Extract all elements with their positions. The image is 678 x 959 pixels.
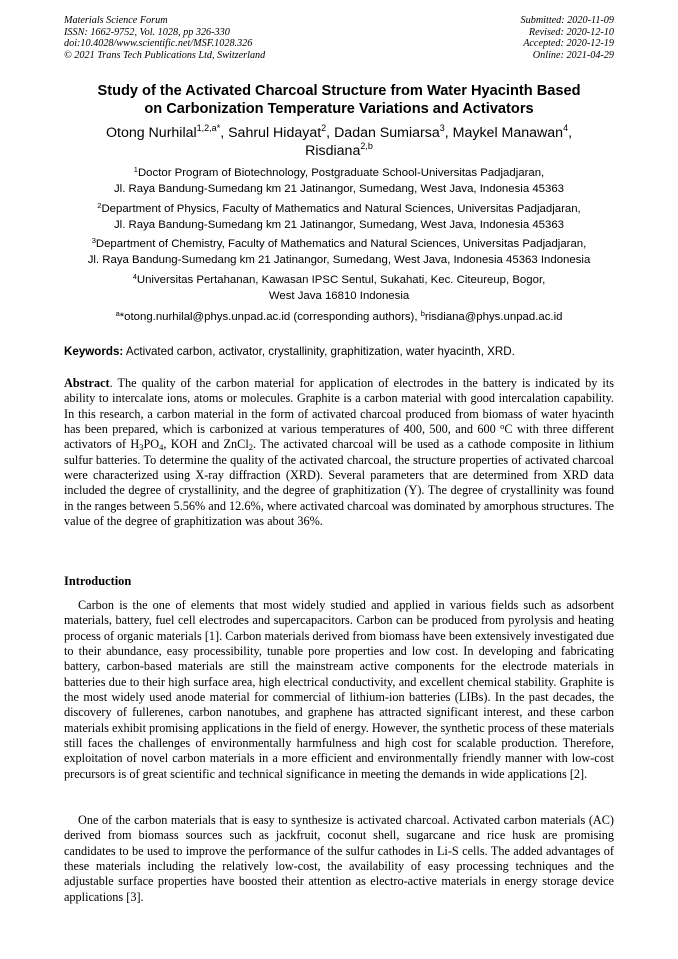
affiliation-line: Department of Physics, Faculty of Mathematics and Natural Sciences, Universitas Padjadjaran, <box>101 203 581 215</box>
abstract-text: C with three different activators of H <box>64 422 614 452</box>
author-separator: , <box>444 125 453 141</box>
introduction-heading: Introduction <box>64 574 132 588</box>
affiliation-line: Universitas Pertahanan, Kawasan IPSC Sentul, Sukahati, Kec. Citeureup, Bogor, <box>136 274 546 286</box>
affiliation-line: Jl. Raya Bandung-Sumedang km 21 Jatinangor, Sumedang, West Java, Indonesia 45363 <box>113 218 564 231</box>
keywords-label: Keywords: <box>64 345 124 358</box>
secondary-email: risdiana@phys.unpad.ac.id <box>424 311 563 323</box>
affiliation-line: West Java 16810 Indonesia <box>268 289 410 302</box>
affiliation-mark: 1 <box>133 165 138 174</box>
issn-line: ISSN: 1662-9752, Vol. 1028, pp 326-330 <box>64 26 230 38</box>
introduction-paragraph-2: One of the carbon materials that is easy to synthesize is activated charcoal. Activated carbon materials (AC) derived from biomass sources such as jackfruit, coconut shell, sugarcane and rice husk are promising candidates to be used to improve the performance of the sulfur cathodes in Li-S cells. The added advantages of these materials including the relatively low-cost, the availability of easy processing techniques and the adjustable surface properties have boosted their attention as electro-active materials in energy storage device applications [3]. <box>64 813 614 904</box>
email-mark: a <box>115 309 120 318</box>
author-affiliation-mark: 3 <box>439 123 445 133</box>
affiliation-3 <box>40 237 638 268</box>
affiliation-line: Department of Chemistry, Faculty of Mathematics and Natural Sciences, Universitas Padjadjaran, <box>95 238 587 250</box>
accepted-date: Accepted: 2020-12-19 <box>523 38 614 50</box>
title-line-1: Study of the Activated Charcoal Structure from Water Hyacinth Based <box>97 83 581 99</box>
formula-subscript: 3 <box>139 442 144 453</box>
paper-title <box>40 82 638 118</box>
author-name: Maykel Manawan <box>452 125 564 141</box>
affiliation-mark: 3 <box>91 236 96 245</box>
author-affiliation-mark: 1,2,a* <box>196 123 221 133</box>
abstract-label: Abstract <box>64 376 110 390</box>
keywords-list: Activated carbon, activator, crystallinity, graphitization, water hyacinth, XRD. <box>123 345 515 358</box>
author-line-2 <box>40 142 638 160</box>
introduction-paragraph-1: Carbon is the one of elements that most widely studied and applied in various fields such as adsorbent materials, battery, fuel cell electrodes and supercapacitors. Carbon can be produced from pyrolysis and heating process of organic materials [1]. Carbon materials derived from biomass have been extensively investigated due to their abundance, easy processibility, tunable pore properties and low cost. In developing and fabricating battery, carbon-based materials are still the mainstream active components for the electrode materials in batteries due to their high surface area, high electrical conductivity, and excellent chemical stability. Graphite is the most widely used anode material for commercial of lithium-ion batteries (LIBs). In the past decades, the discovery of fullerenes, carbon nanotubes, and graphene has attracted significant interest, and these carbon materials exhibit promising applications in the field of energy. However, the synthetic process of these materials still faces the challenges of environmentally harmfulness and high cost for scalable production. Therefore, exploitation of novel carbon materials in a more efficient and environmentally friendly manner with low-cost precursors is of great scientific and technical significance in meeting the demands in wide applications [2]. <box>64 598 614 781</box>
abstract-text: . The activated charcoal will be used as a cathode composite in lithium sulfur batteries. To determine the quality of the activated charcoal, the structure properties of activated charcoal were characterized using X-ray diffraction (XRD). Several parameters that are determined from XRD data included the degree of crystallinity, and the degree of graphitization (Y). The degree of crystallinity was found in the ranges between 5.56% and 12.6%, where activated charcoal was dominated by amorphous structures. The value of the degree of graphitization was about 36%. <box>64 437 614 529</box>
author-name: Risdiana <box>305 143 361 159</box>
author-line-1 <box>40 124 638 142</box>
formula-subscript: 2 <box>248 442 253 453</box>
journal-info-header <box>64 15 265 61</box>
corresponding-email: *otong.nurhilal@phys.unpad.ac.id (corresponding authors), <box>119 311 421 323</box>
author-affiliation-mark: 2 <box>321 123 327 133</box>
title-line-2: on Carbonization Temperature Variations and Activators <box>144 101 534 117</box>
author-list <box>40 124 638 160</box>
author-name: Sahrul Hidayat <box>228 125 322 141</box>
author-separator: , <box>326 125 335 141</box>
author-name: Otong Nurhilal <box>105 125 197 141</box>
affiliation-line: Jl. Raya Bandung-Sumedang km 21 Jatinangor, Sumedang, West Java, Indonesia 45363 Indonesia <box>87 253 591 266</box>
abstract-text: , KOH and ZnCl <box>163 437 249 452</box>
doi-line: doi:10.4028/www.scientific.net/MSF.1028.326 <box>64 38 253 50</box>
copyright-line: © 2021 Trans Tech Publications Ltd, Switzerland <box>64 49 266 61</box>
author-emails <box>40 310 638 326</box>
affiliation-line: Jl. Raya Bandung-Sumedang km 21 Jatinangor, Sumedang, West Java, Indonesia 45363 <box>113 182 564 195</box>
email-mark: b <box>420 309 425 318</box>
author-affiliation-mark: 2,b <box>360 141 373 151</box>
author-separator: , <box>220 125 229 141</box>
abstract-text: . The quality of the carbon material for application of electrodes in the battery is indicated by its ability to intercalate ions, atoms or molecules. Graphite is a carbon material with good intercalation capability. In this research, a carbon material in the form of activated charcoal produced from biomass of water hyacinth has been prepared, which is carbonized at various temperatures of 400, 500, and 600 <box>64 376 614 437</box>
affiliation-mark: 2 <box>97 201 102 210</box>
affiliation-2 <box>40 202 638 233</box>
journal-name: Materials Science Forum <box>64 15 168 26</box>
affiliation-mark: 4 <box>132 272 137 281</box>
abstract-text: PO <box>143 437 160 452</box>
formula-subscript: 4 <box>159 442 164 453</box>
abstract-paragraph <box>64 376 614 529</box>
author-separator: , <box>568 125 573 141</box>
affiliation-1 <box>40 166 638 197</box>
keywords-line <box>64 344 624 359</box>
author-affiliation-mark: 4 <box>563 123 569 133</box>
affiliation-line: Doctor Program of Biotechnology, Postgraduate School-Universitas Padjadjaran, <box>137 167 545 179</box>
degree-superscript: o <box>500 421 505 432</box>
revised-date: Revised: 2020-12-10 <box>528 26 614 38</box>
online-date: Online: 2021-04-29 <box>532 49 614 61</box>
affiliation-4 <box>40 273 638 304</box>
submitted-date: Submitted: 2020-11-09 <box>520 15 614 26</box>
dates-header <box>521 15 614 61</box>
author-name: Dadan Sumiarsa <box>334 125 440 141</box>
